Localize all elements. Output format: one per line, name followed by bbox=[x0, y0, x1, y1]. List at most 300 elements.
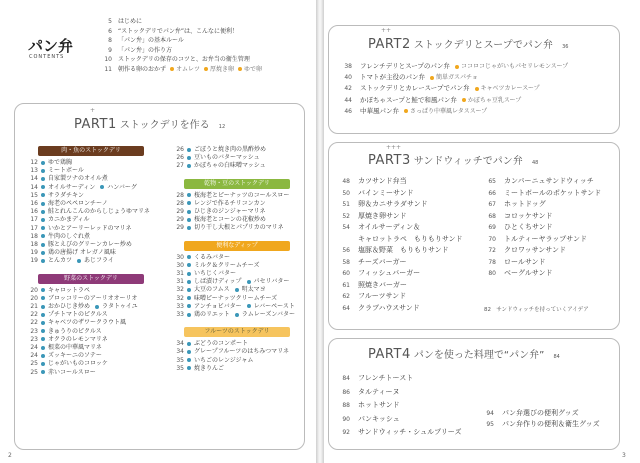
bullet-icon bbox=[462, 98, 466, 102]
bullet-icon bbox=[187, 263, 191, 267]
toc-page-number: 10 bbox=[104, 56, 112, 63]
page-number: 35 bbox=[176, 356, 184, 364]
recipe-name: フィッシュバーガー bbox=[358, 269, 421, 277]
page-number: 15 bbox=[30, 191, 38, 199]
recipe-name: いちごのレンジジャム bbox=[194, 356, 254, 364]
category-badge: フルーツのストックデリ bbox=[184, 327, 290, 337]
recipe-row bbox=[336, 291, 463, 303]
page-number: 27 bbox=[176, 162, 184, 170]
recipe-row bbox=[336, 426, 461, 440]
recipe-row bbox=[336, 386, 461, 400]
bullet-icon bbox=[41, 226, 45, 230]
page-number: 86 bbox=[342, 388, 350, 396]
bullet-icon bbox=[187, 201, 191, 205]
recipe-row bbox=[482, 199, 601, 211]
recipe-row bbox=[338, 95, 568, 106]
recipe-row bbox=[26, 352, 150, 360]
page-number: 31 bbox=[176, 270, 184, 278]
recipe-name: とんカツ bbox=[48, 257, 73, 265]
recipe-name: チーズバーガー bbox=[358, 257, 407, 266]
recipe-name: タルティーヌ bbox=[358, 387, 400, 396]
recipe-row bbox=[172, 286, 295, 294]
recipe-row bbox=[482, 188, 601, 200]
category-badge: 野菜のストックデリ bbox=[38, 274, 144, 284]
recipe-name: 自家製ツナのオイル煮 bbox=[48, 175, 108, 183]
recipe-name: 海老のペペロンチーノ bbox=[48, 200, 108, 208]
recipe-row bbox=[172, 162, 295, 170]
recipe-name: プチトマトのピクルス bbox=[48, 311, 108, 319]
bullet-icon bbox=[187, 280, 191, 284]
recipe-name: ごぼうと焼き肉の黒酢炒め bbox=[194, 146, 267, 153]
soup-name bbox=[475, 83, 540, 94]
bullet-icon bbox=[187, 304, 191, 308]
recipe-name: ホットサンド bbox=[358, 401, 400, 409]
bullet-icon bbox=[187, 193, 191, 197]
bullet-icon bbox=[95, 305, 99, 309]
page-number: 70 bbox=[488, 235, 496, 243]
part1-column-1 bbox=[26, 146, 150, 377]
recipe-name: かぼちゃスープと鮭で和風パン弁 bbox=[360, 95, 457, 104]
recipe-row bbox=[26, 257, 150, 265]
recipe-name: 焼きりんご bbox=[194, 364, 225, 372]
recipe-name: あじフライ bbox=[84, 257, 114, 265]
page-number: 33 bbox=[176, 311, 184, 319]
recipe-row bbox=[172, 278, 295, 286]
recipe-name: ミートボールのポケットサンド bbox=[504, 188, 602, 197]
page-number: 34 bbox=[176, 348, 184, 356]
toc-entry bbox=[96, 27, 262, 37]
recipe-row bbox=[172, 303, 295, 311]
page-number: 16 bbox=[30, 208, 38, 216]
recipe-row bbox=[480, 419, 600, 430]
recipe-row bbox=[26, 216, 150, 224]
part2-label: PART bbox=[368, 37, 402, 52]
page-number: 88 bbox=[342, 402, 350, 409]
bullet-icon bbox=[187, 164, 191, 168]
page-number: 31 bbox=[176, 278, 184, 286]
toc-subitem bbox=[170, 65, 200, 75]
toc-title: “ストックデリでパン弁”は、こんなに便利！ bbox=[118, 27, 239, 35]
toc-page-number: 11 bbox=[104, 65, 112, 73]
part3-number: 3 bbox=[401, 153, 411, 168]
page-number: 18 bbox=[30, 232, 38, 240]
recipe-row bbox=[338, 83, 568, 94]
category-badge: 肉・魚のストックデリ bbox=[38, 146, 144, 156]
part4-number: 4 bbox=[401, 347, 411, 362]
bullet-icon bbox=[187, 255, 191, 259]
bullet-icon bbox=[41, 313, 45, 317]
recipe-row bbox=[336, 222, 463, 234]
page-number: 64 bbox=[342, 304, 350, 312]
bullet-icon bbox=[41, 218, 45, 222]
toc-page-number: 8 bbox=[108, 37, 112, 44]
recipe-row bbox=[336, 257, 463, 269]
page-number: 33 bbox=[176, 302, 184, 310]
recipe-name: 味噌ピーナッツクリームチーズ bbox=[194, 294, 278, 302]
recipe-name: クロワッサンサンド bbox=[504, 246, 566, 254]
bullet-icon bbox=[41, 177, 45, 181]
page-number: 26 bbox=[176, 154, 184, 162]
recipe-row bbox=[172, 270, 295, 278]
recipe-name: 赤いコールスロー bbox=[48, 368, 96, 376]
recipe-name: かぼちゃの白味噌マッシュ bbox=[194, 162, 266, 170]
bullet-icon bbox=[41, 370, 45, 374]
recipe-name: ラムレーズンバター bbox=[241, 311, 295, 319]
recipe-name: ハンバーグ bbox=[107, 183, 137, 191]
recipe-name: コロッケサンド bbox=[504, 211, 553, 220]
bullet-icon bbox=[41, 362, 45, 366]
page-number: 65 bbox=[488, 178, 496, 185]
recipe-name: キャロットラペ もりもりサンド bbox=[358, 234, 463, 243]
recipe-name: パンキッシュ bbox=[358, 414, 400, 423]
toc-title: 「パン弁」の基本ルール bbox=[118, 37, 184, 44]
recipe-name: 厚焼き卵サンド bbox=[358, 211, 407, 220]
toc-entry bbox=[96, 36, 262, 46]
spacer bbox=[26, 266, 150, 274]
part3-title: サンドウィッチでパン弁 bbox=[413, 156, 523, 167]
recipe-row bbox=[336, 176, 463, 188]
bullet-icon bbox=[187, 226, 191, 230]
recipe-name: カンパーニュサンドウィッチ bbox=[504, 177, 594, 185]
page-number: 24 bbox=[30, 344, 38, 352]
page-number: 30 bbox=[176, 253, 184, 261]
category-badge: 便利なディップ bbox=[184, 241, 290, 251]
page-number: 22 bbox=[30, 311, 38, 319]
plus-ornament: +++ bbox=[386, 144, 402, 151]
bullet-icon bbox=[187, 296, 191, 300]
recipe-row bbox=[26, 225, 150, 233]
bullet-icon bbox=[41, 321, 45, 325]
recipe-row bbox=[26, 319, 150, 327]
recipe-name: 鮭とれんこんのからしじょうゆマリネ bbox=[48, 208, 150, 216]
bullet-icon bbox=[100, 185, 104, 189]
recipe-name: 中華風パン弁 bbox=[360, 106, 399, 115]
note-page: 82 bbox=[484, 307, 491, 313]
toc-page-number: 6 bbox=[108, 27, 112, 35]
page-number: 14 bbox=[30, 175, 38, 183]
soup-text: キャベツカレースープ bbox=[480, 85, 540, 93]
page-number: 66 bbox=[488, 189, 496, 197]
toc-entry bbox=[96, 46, 262, 56]
book-gutter bbox=[316, 0, 324, 463]
page-number: 68 bbox=[488, 212, 496, 220]
toc-title: ストックデリの保存のコツと、お弁当の衛生管理 bbox=[118, 56, 250, 63]
recipe-row bbox=[172, 311, 295, 319]
page-number: 34 bbox=[176, 340, 184, 348]
page-number: 62 bbox=[342, 293, 350, 300]
page-number: 32 bbox=[176, 286, 184, 294]
recipe-name: じゃがいものコロッケ bbox=[48, 360, 108, 368]
toc-subitem-text: 厚焼き卵 bbox=[210, 65, 235, 73]
page-number: 28 bbox=[176, 199, 184, 207]
page-number: 29 bbox=[176, 208, 184, 216]
page-number: 18 bbox=[30, 241, 38, 249]
recipe-name: フルーツサンド bbox=[358, 292, 407, 300]
page-number: 56 bbox=[342, 247, 350, 254]
toc-subitem bbox=[204, 65, 234, 75]
recipe-row bbox=[172, 200, 295, 208]
bullet-icon bbox=[41, 337, 45, 341]
recipe-name: いちじくバター bbox=[194, 270, 237, 278]
page-number: 28 bbox=[176, 191, 184, 199]
recipe-name: ゆで鶏胸 bbox=[48, 159, 73, 166]
recipe-name: しば漬けディップ bbox=[194, 278, 242, 286]
toc-page-number: 5 bbox=[108, 18, 112, 25]
recipe-name: パセリバター bbox=[253, 278, 290, 286]
part3-note bbox=[484, 305, 589, 313]
recipe-row bbox=[26, 295, 150, 303]
part4-heading bbox=[368, 346, 560, 362]
toc-title: 朝作る卵のおかず bbox=[118, 65, 167, 73]
page-number: 61 bbox=[342, 281, 350, 289]
recipe-row bbox=[172, 146, 295, 154]
recipe-row bbox=[336, 372, 461, 386]
page-number: 19 bbox=[30, 257, 38, 265]
recipe-row bbox=[172, 348, 295, 356]
bullet-icon bbox=[41, 169, 45, 173]
part2-list bbox=[338, 61, 568, 117]
recipe-row bbox=[336, 280, 463, 292]
recipe-name: フレンチトースト bbox=[358, 374, 414, 382]
bullet-icon bbox=[41, 234, 45, 238]
bullet-icon bbox=[235, 313, 239, 317]
bullet-icon bbox=[235, 288, 239, 292]
recipe-name: 鶏のリエット bbox=[194, 311, 230, 319]
recipe-row bbox=[336, 268, 463, 280]
page-number: 26 bbox=[176, 146, 184, 153]
soup-text: 簡単ガスパチョ bbox=[436, 74, 478, 82]
part2-number: 2 bbox=[401, 37, 411, 52]
page-number: 25 bbox=[30, 360, 38, 368]
page-number: 84 bbox=[342, 375, 350, 382]
bullet-icon bbox=[187, 342, 191, 346]
bullet-icon bbox=[238, 67, 242, 71]
recipe-row bbox=[482, 257, 601, 269]
soup-name bbox=[430, 72, 478, 83]
part2-title: ストックデリとスープでパン弁 bbox=[413, 40, 553, 51]
part3-label: PART bbox=[368, 153, 402, 168]
page-number: 17 bbox=[30, 224, 38, 232]
recipe-name: 根菜の中華風マリネ bbox=[48, 344, 102, 352]
spacer bbox=[172, 171, 295, 179]
recipe-name: サラダチキン bbox=[48, 191, 84, 199]
page-number: 58 bbox=[342, 258, 350, 266]
recipe-row bbox=[336, 413, 461, 427]
recipe-row bbox=[338, 106, 568, 117]
bullet-icon bbox=[41, 251, 45, 255]
page-number: 78 bbox=[488, 258, 496, 266]
recipe-row bbox=[336, 303, 463, 315]
recipe-name: クラブハウスサンド bbox=[358, 303, 420, 312]
folio-left: 2 bbox=[8, 452, 12, 459]
recipe-name: おかひじき炒め bbox=[48, 303, 91, 311]
recipe-row bbox=[172, 357, 295, 365]
bullet-icon bbox=[204, 67, 208, 71]
recipe-row bbox=[482, 245, 601, 257]
recipe-name: ベーグルサンド bbox=[504, 269, 553, 277]
bullet-icon bbox=[187, 156, 191, 160]
recipe-row bbox=[336, 245, 463, 257]
page-number: 23 bbox=[30, 327, 38, 335]
recipe-name: レバーペースト bbox=[253, 302, 295, 310]
second-recipe bbox=[235, 286, 266, 293]
plus-ornament: + bbox=[90, 107, 96, 114]
part1-title: ストックデリを作る bbox=[119, 120, 210, 131]
soup-name bbox=[462, 95, 521, 106]
page-number: 20 bbox=[30, 294, 38, 302]
page-number: 22 bbox=[30, 319, 38, 327]
recipe-name: 照焼きバーガー bbox=[358, 280, 407, 289]
page-number: 80 bbox=[488, 270, 496, 277]
bullet-icon bbox=[430, 76, 434, 80]
page-number: 44 bbox=[344, 96, 352, 104]
page-number: 51 bbox=[342, 201, 350, 208]
recipe-row bbox=[482, 176, 601, 188]
page-number: 35 bbox=[176, 364, 184, 372]
recipe-name: 大豆のフムス bbox=[194, 286, 230, 294]
recipe-name: フレンチデリとスープのパン弁 bbox=[360, 62, 450, 70]
toc-subitem-text: ゆで卵 bbox=[244, 65, 263, 73]
page-number: 29 bbox=[176, 224, 184, 232]
bullet-icon bbox=[247, 304, 251, 308]
recipe-name: きゅうりのピクルス bbox=[48, 327, 102, 335]
recipe-row bbox=[26, 328, 150, 336]
page-number: 29 bbox=[176, 216, 184, 224]
part1-column-2 bbox=[172, 146, 295, 373]
part3-page: 48 bbox=[532, 160, 539, 166]
toc-entry bbox=[96, 55, 262, 65]
recipe-name: レンジで作るチリコンカン bbox=[194, 199, 266, 207]
recipe-row bbox=[482, 222, 601, 234]
plus-ornament: ++ bbox=[381, 27, 392, 34]
part2-heading bbox=[368, 36, 568, 52]
bullet-icon bbox=[41, 288, 45, 292]
page-number: 24 bbox=[30, 352, 38, 360]
recipe-row bbox=[336, 234, 463, 246]
bullet-icon bbox=[187, 358, 191, 362]
contents-label: CONTENTS bbox=[29, 54, 65, 60]
intro-toc bbox=[96, 17, 262, 74]
recipe-name: ひとくちサンド bbox=[504, 223, 553, 231]
recipe-name: カツサンド弁当 bbox=[358, 177, 407, 185]
page-number: 50 bbox=[342, 189, 350, 197]
bullet-icon bbox=[187, 288, 191, 292]
toc-page-number: 9 bbox=[108, 46, 112, 54]
page-number: 52 bbox=[342, 212, 350, 220]
recipe-name: 卵＆カニサラダサンド bbox=[358, 200, 428, 208]
bullet-icon bbox=[187, 366, 191, 370]
part3-column-2 bbox=[482, 176, 601, 280]
page-number: 38 bbox=[344, 63, 352, 70]
part1-page: 12 bbox=[218, 124, 226, 130]
recipe-row bbox=[172, 295, 295, 303]
page-number: 13 bbox=[30, 167, 38, 175]
page-number: 94 bbox=[486, 410, 494, 417]
bullet-icon bbox=[187, 148, 191, 152]
second-recipe bbox=[95, 303, 138, 310]
toc-title: はじめに bbox=[118, 18, 143, 25]
recipe-name: 桜海老とコーンの花椒炒め bbox=[194, 216, 266, 224]
recipe-row bbox=[26, 249, 150, 257]
soup-text: ココロコじゃがいもパセリレモンスープ bbox=[460, 63, 569, 70]
page-number: 92 bbox=[342, 429, 350, 436]
bullet-icon bbox=[187, 350, 191, 354]
recipe-row bbox=[26, 287, 150, 295]
bullet-icon bbox=[41, 161, 45, 165]
recipe-name: バインミーサンド bbox=[358, 188, 414, 197]
bullet-icon bbox=[475, 87, 479, 91]
bullet-icon bbox=[41, 193, 45, 197]
recipe-name: キャベツのザワークラウト風 bbox=[48, 319, 127, 327]
page-number: 60 bbox=[342, 270, 350, 277]
recipe-name: ミートボール bbox=[48, 167, 84, 175]
page-number: 72 bbox=[488, 247, 496, 254]
part4-label: PART bbox=[368, 347, 402, 362]
second-recipe bbox=[247, 278, 290, 285]
part3-heading bbox=[368, 152, 538, 168]
page-number: 42 bbox=[344, 85, 352, 93]
spacer bbox=[172, 319, 295, 327]
note-text: サンドウィッチを持っていくアイデア bbox=[496, 307, 589, 313]
part4-column-1 bbox=[336, 372, 461, 440]
page-number: 20 bbox=[30, 286, 38, 294]
recipe-name: 鶏の唐揚げ オレガノ風味 bbox=[48, 249, 116, 257]
page-number: 23 bbox=[30, 335, 38, 343]
recipe-name: トマトが主役のパン弁 bbox=[360, 73, 425, 82]
recipe-row bbox=[26, 184, 150, 192]
toc-title: 「パン弁」の作り方 bbox=[118, 46, 173, 54]
recipe-row bbox=[480, 408, 600, 419]
recipe-row bbox=[172, 365, 295, 373]
recipe-name: 桜海老とピーナッツのコールスロー bbox=[194, 191, 290, 199]
page-number: 40 bbox=[344, 74, 352, 82]
recipe-row bbox=[26, 360, 150, 368]
recipe-row bbox=[336, 188, 463, 200]
recipe-name: ズッキーニのソテー bbox=[48, 352, 102, 360]
recipe-name: ぶどうのコンポート bbox=[194, 340, 249, 348]
recipe-name: パン弁選びの便利グッズ bbox=[502, 409, 579, 417]
recipe-row bbox=[26, 159, 150, 167]
page-number: 14 bbox=[30, 183, 38, 191]
page-number: 90 bbox=[342, 415, 350, 423]
recipe-row bbox=[338, 72, 568, 83]
soup-name bbox=[455, 61, 568, 72]
page-number: 16 bbox=[30, 200, 38, 208]
bullet-icon bbox=[41, 259, 45, 263]
recipe-name: トルティーヤラップサンド bbox=[504, 234, 587, 243]
recipe-name: グレープフルーツのはちみつマリネ bbox=[194, 348, 289, 356]
page-number: 48 bbox=[342, 178, 350, 185]
second-recipe bbox=[247, 303, 295, 310]
toc-entry bbox=[96, 65, 262, 75]
recipe-name: カニかまディル bbox=[48, 216, 90, 224]
page-number: 69 bbox=[488, 224, 496, 231]
recipe-row bbox=[338, 61, 568, 72]
recipe-row bbox=[336, 399, 461, 413]
bullet-icon bbox=[41, 210, 45, 214]
recipe-row bbox=[26, 192, 150, 200]
toc-subitem-text: オムレツ bbox=[176, 65, 201, 73]
bullet-icon bbox=[187, 218, 191, 222]
second-recipe bbox=[235, 311, 295, 318]
recipe-name: オイルサーディン＆ bbox=[358, 223, 421, 231]
page-number: 19 bbox=[30, 249, 38, 257]
recipe-row bbox=[336, 199, 463, 211]
page-number: 32 bbox=[176, 294, 184, 302]
page-number: 30 bbox=[176, 261, 184, 269]
recipe-name: サンドウィッチ・シュルプリーズ bbox=[358, 428, 462, 436]
recipe-name: オイルサーディン bbox=[48, 183, 96, 191]
